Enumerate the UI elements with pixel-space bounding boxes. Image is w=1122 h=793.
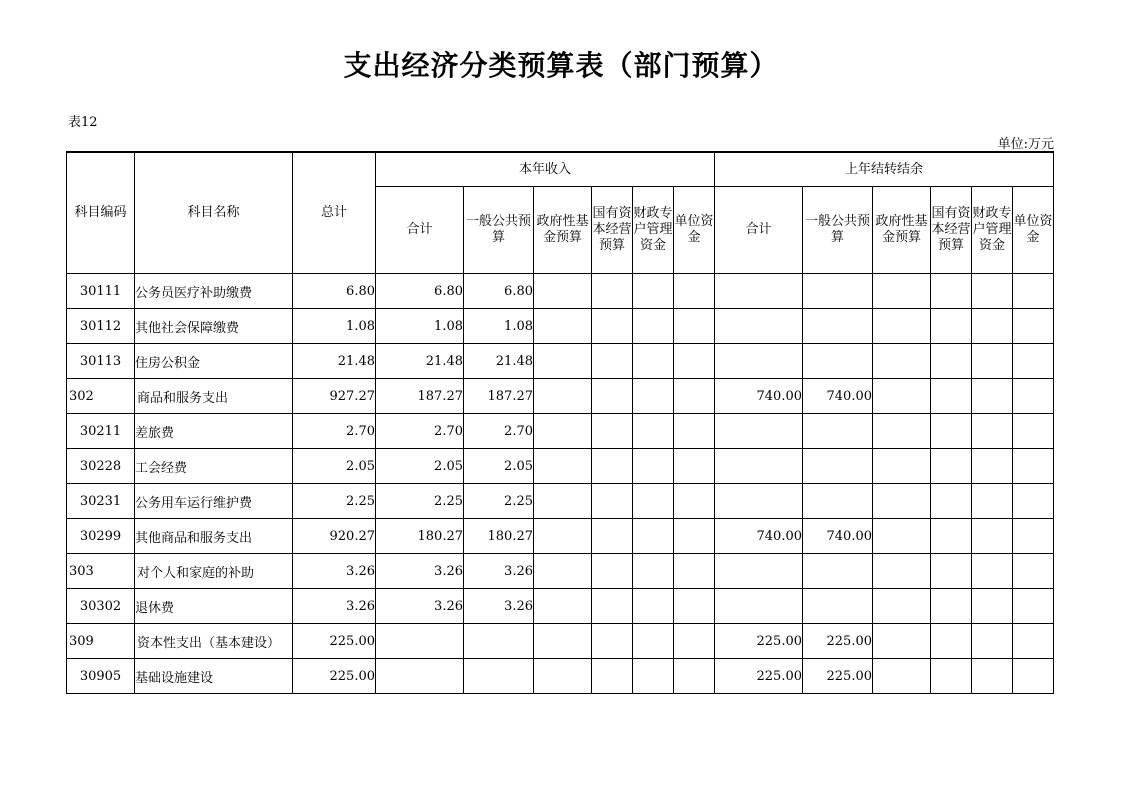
cell-current-unit-fund [674,274,715,309]
cell-prev-general: 740.00 [803,379,873,414]
unit-label: 单位:万元 [997,137,1054,152]
cell-name: 公务用车运行维护费 [135,484,293,519]
cell-current-total: 6.80 [376,274,464,309]
cell-prev-state-capital [931,554,972,589]
cell-prev-fund [873,554,931,589]
cell-prev-state-capital [931,659,972,694]
cell-prev-special-account [972,519,1013,554]
cell-current-special-account [633,589,674,624]
cell-prev-general: 225.00 [803,624,873,659]
cell-prev-total [715,309,803,344]
cell-prev-fund [873,274,931,309]
cell-prev-fund [873,659,931,694]
cell-current-fund [534,309,592,344]
table-row [67,344,1054,379]
table-row [67,309,1054,344]
cell-current-state-capital [592,484,633,519]
cell-code: 30211 [67,414,135,449]
table-row [67,624,1054,659]
cell-current-general [464,659,534,694]
cell-current-fund [534,484,592,519]
cell-current-general: 3.26 [464,554,534,589]
cell-prev-unit-fund [1013,344,1054,379]
cell-name: 住房公积金 [135,344,293,379]
cell-current-total: 1.08 [376,309,464,344]
header-prev-total: 合计 [715,187,803,274]
cell-prev-total [715,449,803,484]
cell-prev-general [803,484,873,519]
cell-current-general: 21.48 [464,344,534,379]
cell-prev-special-account [972,449,1013,484]
cell-current-special-account [633,309,674,344]
cell-current-fund [534,274,592,309]
cell-total: 225.00 [293,659,376,694]
table-row [67,274,1054,309]
cell-prev-unit-fund [1013,519,1054,554]
cell-prev-unit-fund [1013,589,1054,624]
cell-code: 302 [67,379,135,414]
cell-current-fund [534,344,592,379]
cell-prev-unit-fund [1013,379,1054,414]
header-cur-general: 一般公共预算 [464,187,534,274]
cell-prev-general [803,344,873,379]
cell-current-unit-fund [674,379,715,414]
cell-code: 30113 [67,344,135,379]
cell-name: 基础设施建设 [135,659,293,694]
cell-current-fund [534,659,592,694]
cell-name: 对个人和家庭的补助 [135,554,293,589]
cell-prev-special-account [972,309,1013,344]
cell-prev-fund [873,344,931,379]
cell-total: 21.48 [293,344,376,379]
table-row [67,589,1054,624]
cell-current-total: 2.05 [376,449,464,484]
cell-total: 2.25 [293,484,376,519]
header-cur-special-account: 财政专户管理资金 [633,187,674,274]
cell-prev-total: 225.00 [715,659,803,694]
cell-current-total: 180.27 [376,519,464,554]
cell-total: 6.80 [293,274,376,309]
header-prev-special-account: 财政专户管理资金 [972,187,1013,274]
cell-current-unit-fund [674,344,715,379]
cell-total: 2.05 [293,449,376,484]
cell-prev-state-capital [931,309,972,344]
header-current-year: 本年收入 [376,152,715,187]
cell-prev-total [715,484,803,519]
header-prev-general: 一般公共预算 [803,187,873,274]
cell-code: 30302 [67,589,135,624]
cell-prev-unit-fund [1013,554,1054,589]
cell-prev-unit-fund [1013,659,1054,694]
cell-prev-unit-fund [1013,274,1054,309]
cell-prev-special-account [972,659,1013,694]
cell-name: 其他社会保障缴费 [135,309,293,344]
cell-prev-total: 225.00 [715,624,803,659]
cell-prev-fund [873,309,931,344]
table-row [67,659,1054,694]
cell-prev-state-capital [931,344,972,379]
cell-current-fund [534,414,592,449]
cell-prev-total [715,344,803,379]
cell-current-general: 187.27 [464,379,534,414]
header-cur-total: 合计 [376,187,464,274]
cell-current-state-capital [592,519,633,554]
table-row [67,414,1054,449]
cell-prev-fund [873,449,931,484]
cell-prev-special-account [972,379,1013,414]
cell-prev-general: 225.00 [803,659,873,694]
cell-current-unit-fund [674,624,715,659]
cell-prev-unit-fund [1013,624,1054,659]
cell-current-unit-fund [674,414,715,449]
cell-current-special-account [633,659,674,694]
cell-current-special-account [633,414,674,449]
cell-prev-fund [873,589,931,624]
cell-prev-special-account [972,274,1013,309]
cell-code: 30111 [67,274,135,309]
cell-total: 2.70 [293,414,376,449]
cell-current-total: 2.70 [376,414,464,449]
cell-prev-fund [873,379,931,414]
cell-current-general: 1.08 [464,309,534,344]
header-prev-state-capital: 国有资本经营预算 [931,187,972,274]
cell-name: 差旅费 [135,414,293,449]
table-row [67,449,1054,484]
cell-current-special-account [633,554,674,589]
cell-current-state-capital [592,659,633,694]
cell-current-general: 2.25 [464,484,534,519]
cell-code: 30112 [67,309,135,344]
cell-prev-total [715,414,803,449]
cell-prev-fund [873,519,931,554]
cell-current-fund [534,449,592,484]
cell-current-unit-fund [674,309,715,344]
page-title: 支出经济分类预算表（部门预算） [343,49,779,82]
cell-prev-special-account [972,344,1013,379]
cell-current-special-account [633,379,674,414]
cell-prev-unit-fund [1013,449,1054,484]
cell-code: 30228 [67,449,135,484]
cell-code: 30905 [67,659,135,694]
header-prev-unit-fund: 单位资金 [1013,187,1054,274]
header-prev-fund: 政府性基金预算 [873,187,931,274]
cell-current-total: 3.26 [376,589,464,624]
cell-prev-general [803,414,873,449]
cell-prev-total: 740.00 [715,379,803,414]
cell-total: 1.08 [293,309,376,344]
cell-prev-special-account [972,589,1013,624]
cell-current-general: 6.80 [464,274,534,309]
cell-current-fund [534,589,592,624]
cell-current-fund [534,519,592,554]
cell-current-unit-fund [674,519,715,554]
cell-current-unit-fund [674,484,715,519]
cell-prev-special-account [972,624,1013,659]
cell-current-state-capital [592,344,633,379]
cell-current-state-capital [592,624,633,659]
cell-current-special-account [633,519,674,554]
cell-current-special-account [633,624,674,659]
cell-prev-general: 740.00 [803,519,873,554]
header-cur-state-capital: 国有资本经营预算 [592,187,633,274]
cell-prev-state-capital [931,449,972,484]
header-total: 总计 [293,152,376,274]
cell-current-total: 3.26 [376,554,464,589]
cell-current-state-capital [592,309,633,344]
cell-current-state-capital [592,414,633,449]
cell-current-fund [534,379,592,414]
cell-current-special-account [633,344,674,379]
cell-prev-general [803,554,873,589]
cell-current-unit-fund [674,554,715,589]
cell-current-state-capital [592,274,633,309]
header-cur-fund: 政府性基金预算 [534,187,592,274]
cell-current-unit-fund [674,589,715,624]
cell-prev-general [803,274,873,309]
cell-code: 309 [67,624,135,659]
table-row [67,484,1054,519]
cell-current-general [464,624,534,659]
cell-current-fund [534,554,592,589]
cell-prev-special-account [972,414,1013,449]
header-carry-over: 上年结转结余 [715,152,1054,187]
cell-current-general: 2.70 [464,414,534,449]
cell-prev-total [715,554,803,589]
cell-prev-unit-fund [1013,484,1054,519]
cell-name: 其他商品和服务支出 [135,519,293,554]
cell-current-general: 2.05 [464,449,534,484]
cell-prev-special-account [972,554,1013,589]
cell-code: 303 [67,554,135,589]
header-name: 科目名称 [135,152,293,274]
cell-total: 3.26 [293,554,376,589]
cell-current-total [376,659,464,694]
cell-prev-fund [873,484,931,519]
cell-prev-fund [873,414,931,449]
cell-current-state-capital [592,589,633,624]
cell-name: 退休费 [135,589,293,624]
cell-prev-state-capital [931,624,972,659]
budget-table [66,151,1054,694]
cell-prev-state-capital [931,414,972,449]
cell-current-unit-fund [674,449,715,484]
header-cur-unit-fund: 单位资金 [674,187,715,274]
cell-current-total: 21.48 [376,344,464,379]
cell-prev-state-capital [931,379,972,414]
cell-current-state-capital [592,449,633,484]
cell-current-fund [534,624,592,659]
table-row [67,379,1054,414]
cell-current-special-account [633,274,674,309]
cell-code: 30299 [67,519,135,554]
cell-current-total: 2.25 [376,484,464,519]
cell-prev-general [803,309,873,344]
cell-code: 30231 [67,484,135,519]
cell-current-state-capital [592,379,633,414]
cell-prev-state-capital [931,519,972,554]
table-row [67,519,1054,554]
table-row [67,554,1054,589]
cell-name: 工会经费 [135,449,293,484]
cell-prev-unit-fund [1013,414,1054,449]
cell-prev-total: 740.00 [715,519,803,554]
cell-current-special-account [633,449,674,484]
cell-current-state-capital [592,554,633,589]
cell-name: 资本性支出（基本建设） [135,624,293,659]
cell-current-total: 187.27 [376,379,464,414]
cell-prev-state-capital [931,589,972,624]
cell-total: 927.27 [293,379,376,414]
cell-prev-state-capital [931,484,972,519]
cell-total: 3.26 [293,589,376,624]
cell-name: 商品和服务支出 [135,379,293,414]
cell-prev-total [715,274,803,309]
cell-current-general: 3.26 [464,589,534,624]
cell-total: 225.00 [293,624,376,659]
cell-current-general: 180.27 [464,519,534,554]
cell-prev-general [803,449,873,484]
cell-name: 公务员医疗补助缴费 [135,274,293,309]
cell-current-unit-fund [674,659,715,694]
header-code: 科目编码 [67,152,135,274]
cell-prev-unit-fund [1013,309,1054,344]
cell-prev-total [715,589,803,624]
cell-prev-fund [873,624,931,659]
cell-current-special-account [633,484,674,519]
cell-total: 920.27 [293,519,376,554]
cell-prev-state-capital [931,274,972,309]
cell-current-total [376,624,464,659]
cell-prev-special-account [972,484,1013,519]
table-number: 表12 [68,115,98,130]
cell-prev-general [803,589,873,624]
